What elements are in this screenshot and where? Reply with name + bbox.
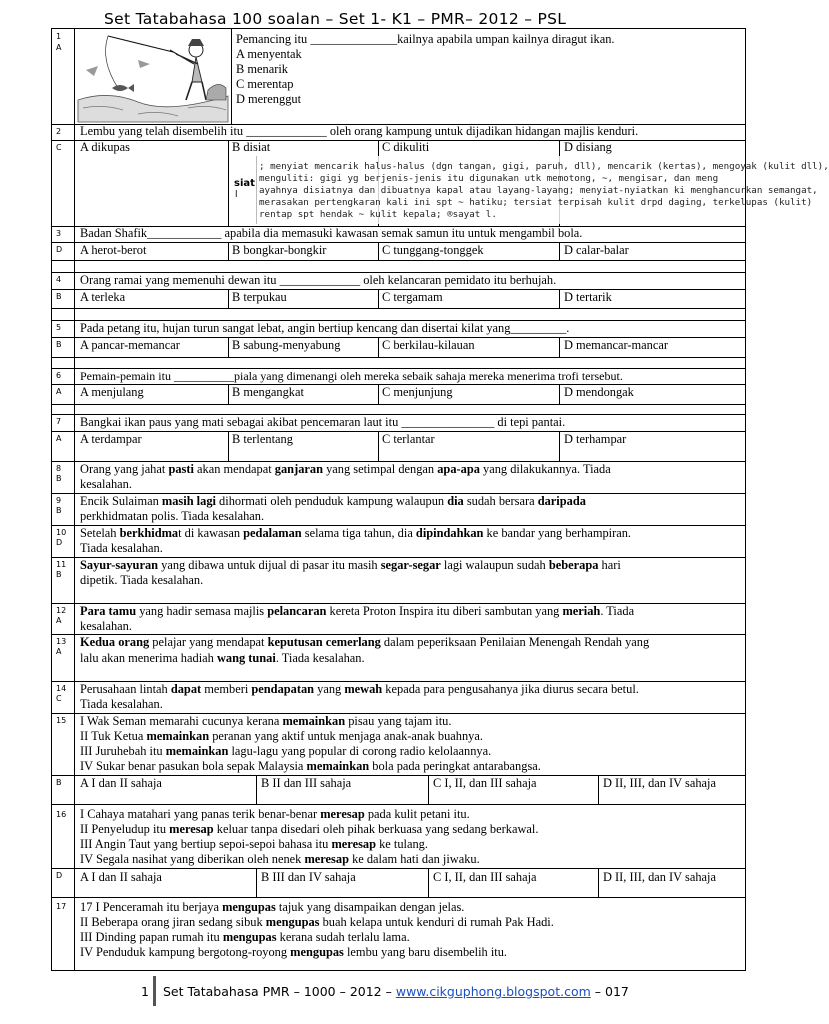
q16-statement: III Angin Taut yang bertiup sepoi-sepoi bahasa itu meresap ke tulang.: [80, 837, 428, 851]
q6-option-d: D mendongak: [564, 385, 634, 399]
q14-line-1: Perusahaan lintah dapat memberi pendapatan yang mewah kepada para pengusahanya jika diurus secara betul.: [80, 682, 639, 696]
option-divider: [378, 384, 379, 404]
q13-line-2: lalu akan menerima hadiah wang tunai. Tiada kesalahan.: [80, 651, 365, 665]
q9-line-1: Encik Sulaiman masih lagi dihormati oleh penduduk kampung walaupun dia sudah bersara daripada: [80, 494, 586, 508]
q12-line-1: Para tamu yang hadir semasa majlis pelancaran kereta Proton Inspira itu diberi sambutan yang meriah. Tiada: [80, 604, 635, 618]
q4-option-a: A terleka: [80, 290, 126, 304]
row-divider: [51, 868, 745, 869]
q15-option-d: D II, III, dan IV sahaja: [603, 776, 716, 790]
q1-option-b: B menarik: [236, 62, 288, 76]
q16-option-b: B III dan IV sahaja: [261, 870, 356, 884]
q8-line-1: Orang yang jahat pasti akan mendapat ganjaran yang setimpal dengan apa-apa yang dilakukannya. Tiada: [80, 462, 611, 476]
answer-key: A: [56, 616, 62, 625]
question-number: 17: [56, 902, 67, 911]
q16-statement: II Penyeludup itu meresap keluar tanpa disedari oleh pihak berkuasa yang sedang berkawal.: [80, 822, 539, 836]
q15-option-a: A I dan II sahaja: [80, 776, 162, 790]
question-number: 11: [56, 560, 67, 569]
option-divider: [228, 337, 229, 357]
question-number: 3: [56, 229, 62, 238]
dictionary-line: merasakan pertengkaran kali ini spt ~ hatiku; tersiat terpisah kulit drpd daging, terkelupas (kulit): [259, 197, 813, 208]
answer-key: D: [56, 538, 63, 547]
q3-option-c: C tunggang-tonggek: [382, 243, 484, 257]
q2-option-c: C dikuliti: [382, 140, 430, 154]
q4-option-d: D tertarik: [564, 290, 612, 304]
q1-option-c: C merentap: [236, 77, 294, 91]
question-number: 8: [56, 464, 62, 473]
q5-option-b: B sabung-menyabung: [232, 338, 341, 352]
answer-key: B: [56, 506, 62, 515]
dictionary-line: ayahnya disiatnya dan dibuatnya kapal atau layang-layang; menyiat-nyiatkan ki menghancurkan semangat,: [259, 185, 818, 196]
q7-option-b: B terlentang: [232, 432, 293, 446]
page-number: 1: [141, 984, 149, 999]
option-divider: [256, 868, 257, 897]
q1-stem: Pemancing itu ______________kailnya apabila umpan kailnya diragut ikan.: [236, 32, 615, 46]
option-divider: [378, 337, 379, 357]
dictionary-headword-sub: l: [235, 190, 238, 200]
option-divider: [228, 431, 229, 461]
answer-key: B: [56, 778, 62, 787]
q15-option-b: B II dan III sahaja: [261, 776, 352, 790]
question-number: 2: [56, 127, 62, 136]
q16-option-c: C I, II, dan III sahaja: [433, 870, 537, 884]
row-divider: [51, 804, 745, 805]
question-number: 6: [56, 371, 62, 380]
q5-option-d: D memancar-mancar: [564, 338, 668, 352]
q3-option-a: A herot-berot: [80, 243, 147, 257]
q3-option-d: D calar-balar: [564, 243, 629, 257]
q15-statement: II Tuk Ketua memainkan peranan yang aktif untuk menjaga anak-anak buahnya.: [80, 729, 483, 743]
option-divider: [598, 868, 599, 897]
q16-option-a: A I dan II sahaja: [80, 870, 162, 884]
q16-option-d: D II, III, dan IV sahaja: [603, 870, 716, 884]
table-border-left: [51, 28, 52, 971]
row-divider: [51, 404, 745, 405]
q15-statement: III Juruhebah itu memainkan lagu-lagu yang popular di corong radio kelolaannya.: [80, 744, 492, 758]
question-number: 5: [56, 323, 62, 332]
option-divider: [228, 384, 229, 404]
option-divider: [559, 384, 560, 404]
footer-divider: [153, 976, 156, 1006]
option-divider: [256, 775, 257, 804]
q11-line-1: Sayur-sayuran yang dibawa untuk dijual di pasar itu masih segar-segar lagi walaupun sudah beberapa hari: [80, 558, 621, 572]
q11-line-2: dipetik. Tiada kesalahan.: [80, 573, 204, 587]
row-divider: [51, 357, 745, 358]
question-number: 7: [56, 417, 62, 426]
q6-option-a: A menjulang: [80, 385, 144, 399]
q2-option-a: A dikupas: [80, 140, 130, 154]
question-number: 16: [56, 810, 67, 819]
q7-stem: Bangkai ikan paus yang mati sebagai akibat pencemaran laut itu _______________ di tepi pantai.: [80, 415, 566, 429]
q7-option-d: D terhampar: [564, 432, 627, 446]
option-divider: [228, 140, 229, 226]
answer-key: B: [56, 570, 62, 579]
q3-stem: Badan Shafik____________ apabila dia memasuki kawasan semak samun itu untuk mengambil bola.: [80, 226, 583, 240]
q1-option-a: A menyentak: [236, 47, 302, 61]
q10-line-1: Setelah berkhidmat di kawasan pedalaman selama tiga tahun, dia dipindahkan ke bandar yang berhampiran.: [80, 526, 632, 540]
question-number: 15: [56, 716, 67, 725]
q5-option-a: A pancar-memancar: [80, 338, 180, 352]
q7-option-c: C terlantar: [382, 432, 435, 446]
option-divider: [559, 337, 560, 357]
number-column-divider: [74, 28, 75, 971]
question-number: 14: [56, 684, 67, 693]
option-divider: [228, 242, 229, 260]
dictionary-popup: [230, 156, 829, 224]
q5-stem: Pada petang itu, hujan turun sangat lebat, angin bertiup kencang dan disertai kilat yang_________.: [80, 321, 570, 335]
row-divider: [51, 897, 745, 898]
answer-key: A: [56, 434, 62, 443]
answer-key: B: [56, 474, 62, 483]
question-number: 4: [56, 275, 62, 284]
answer-key: B: [56, 340, 62, 349]
option-divider: [559, 431, 560, 461]
option-divider: [378, 431, 379, 461]
q6-stem: Pemain-pemain itu __________piala yang dimenangi oleh mereka sebaik sahaja mereka menerima trofi tersebut.: [80, 369, 623, 383]
q9-line-2: perkhidmatan polis. Tiada kesalahan.: [80, 509, 265, 523]
answer-key: A: [56, 387, 62, 396]
q12-line-2: kesalahan.: [80, 619, 132, 633]
dictionary-line: rentap spt hendak ~ kulit kepala; ®sayat l.: [259, 209, 497, 220]
option-divider: [228, 289, 229, 308]
q4-stem: Orang ramai yang memenuhi dewan itu _____________ oleh kelancaran pemidato itu berhujah.: [80, 273, 557, 287]
q4-option-c: C tergamam: [382, 290, 443, 304]
q13-line-1: Kedua orang pelajar yang mendapat keputusan cemerlang dalam peperiksaan Penilaian Menengah Rendah yang: [80, 635, 650, 649]
question-number: 1: [56, 32, 62, 41]
q2-option-d: D disiang: [564, 140, 612, 154]
q17-statement: III Dinding papan rumah itu mengupas kerana sudah terlalu lama.: [80, 930, 410, 944]
q17-statement: IV Penduduk kampung bergotong-royong mengupas lembu yang baru disembelih itu.: [80, 945, 508, 959]
option-divider: [559, 289, 560, 308]
q14-line-2: Tiada kesalahan.: [80, 697, 163, 711]
question-number: 9: [56, 496, 62, 505]
row-divider: [51, 260, 745, 261]
q17-statement: 17 I Penceramah itu berjaya mengupas tajuk yang disampaikan dengan jelas.: [80, 900, 465, 914]
answer-key: B: [56, 292, 62, 301]
q6-option-c: C menjunjung: [382, 385, 453, 399]
q10-line-2: Tiada kesalahan.: [80, 541, 163, 555]
option-divider: [428, 775, 429, 804]
footer-link[interactable]: www.cikguphong.blogspot.com: [395, 984, 591, 999]
option-divider: [428, 868, 429, 897]
q1-option-d: D merenggut: [236, 92, 302, 106]
row-divider: [51, 308, 745, 309]
question-number: 10: [56, 528, 67, 537]
answer-key: D: [56, 871, 63, 880]
q5-option-c: C berkilau-kilauan: [382, 338, 475, 352]
table-border-top: [51, 28, 745, 29]
q2-stem: Lembu yang telah disembelih itu _____________ oleh orang kampung untuk dijadikan hidangan majlis kenduri.: [80, 124, 639, 138]
q16-statement: IV Segala nasihat yang diberikan oleh nenek meresap ke dalam hati dan jiwaku.: [80, 852, 480, 866]
answer-key: C: [56, 694, 62, 703]
q15-statement: IV Sukar benar pasukan bola sepak Malaysia memainkan bola pada peringkat antarabangsa.: [80, 759, 541, 773]
dictionary-line: ; menyiat mencarik halus-halus (dgn tangan, gigi, paruh, dll), mencarik (kertas), mengoyak (kulit dll),: [259, 161, 829, 172]
answer-key: C: [56, 143, 62, 152]
option-divider: [378, 289, 379, 308]
q3-option-b: B bongkar-bongkir: [232, 243, 327, 257]
q15-option-c: C I, II, dan III sahaja: [433, 776, 537, 790]
dictionary-headword: siat: [234, 178, 255, 189]
q1-divider: [231, 28, 232, 124]
q7-option-a: A terdampar: [80, 432, 142, 446]
option-divider: [378, 242, 379, 260]
question-number: 12: [56, 606, 67, 615]
fisherman-illustration: [78, 30, 228, 122]
q6-option-b: B mengangkat: [232, 385, 304, 399]
page-title: Set Tatabahasa 100 soalan – Set 1- K1 – PMR– 2012 – PSL: [104, 10, 567, 28]
question-number: 13: [56, 637, 67, 646]
q2-option-b: B disiat: [232, 140, 271, 154]
q4-option-b: B terpukau: [232, 290, 287, 304]
option-divider: [598, 775, 599, 804]
dictionary-line: menguliti: gigi yg berjenis-jenis itu digunakan utk memotong, ~, mengisar, dan meng: [259, 173, 719, 184]
answer-key: D: [56, 245, 63, 254]
q8-line-2: kesalahan.: [80, 477, 132, 491]
table-border-bottom: [51, 970, 745, 971]
answer-key: A: [56, 647, 62, 656]
q16-statement: I Cahaya matahari yang panas terik benar-benar meresap pada kulit petani itu.: [80, 807, 470, 821]
answer-key: A: [56, 43, 62, 52]
footer-label: Set Tatabahasa PMR – 1000 – 2012 – www.cikguphong.blogspot.com – 017: [163, 984, 629, 999]
q17-statement: II Beberapa orang jiran sedang sibuk mengupas buah kelapa untuk kenduri di rumah Pak Hadi.: [80, 915, 554, 929]
option-divider: [559, 242, 560, 260]
q15-statement: I Wak Seman memarahi cucunya kerana memainkan pisau yang tajam itu.: [80, 714, 452, 728]
